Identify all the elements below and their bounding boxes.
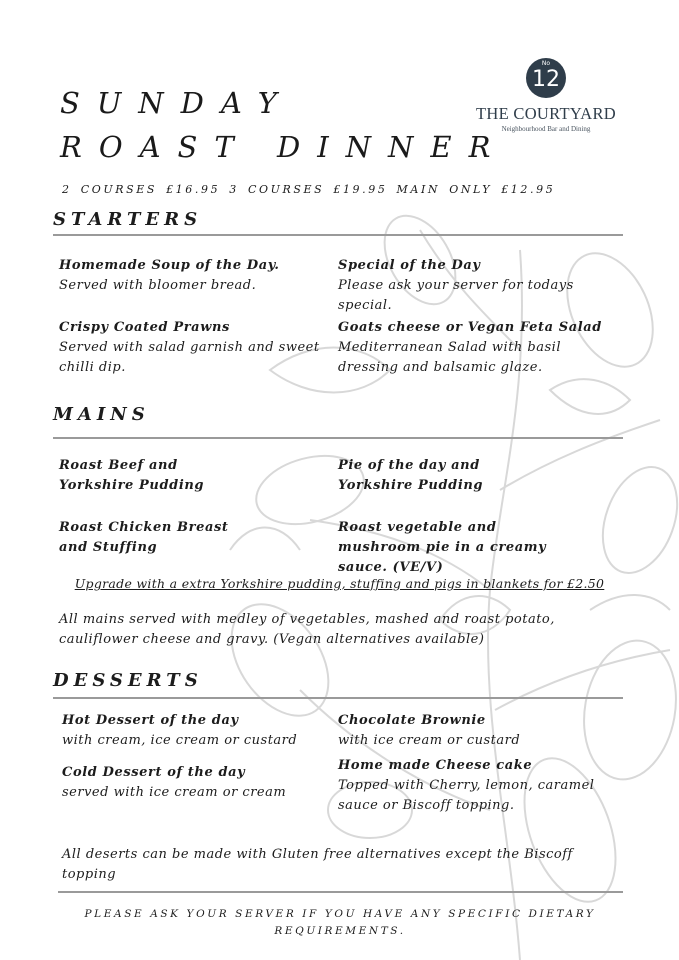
item-desc: Served with bloomer bread. bbox=[59, 278, 257, 293]
restaurant-logo bbox=[470, 58, 622, 133]
item-name: Pie of the day and Yorkshire Pudding bbox=[338, 458, 484, 493]
item-name: Crispy Coated Prawns bbox=[59, 320, 230, 335]
logo-number: 12 bbox=[532, 67, 560, 92]
logo-badge bbox=[526, 58, 566, 98]
main-item-pie bbox=[338, 456, 548, 496]
main-item-chicken bbox=[59, 518, 249, 558]
item-name: Homemade Soup of the Day. bbox=[59, 258, 280, 273]
desserts-divider bbox=[53, 697, 623, 699]
item-desc: Please ask your server for todays special. bbox=[338, 278, 574, 313]
desserts-note: All deserts can be made with Gluten free alternatives except the Biscoff topping bbox=[62, 847, 573, 882]
item-desc: Mediterranean Salad with basil dressing and balsamic glaze. bbox=[338, 340, 561, 375]
desserts-heading: DESSERTS bbox=[53, 670, 203, 691]
dietary-notice: PLEASE ASK YOUR SERVER IF YOU HAVE ANY SPECIFIC DIETARY REQUIREMENTS. bbox=[84, 908, 596, 937]
starter-item-prawns bbox=[59, 318, 339, 378]
item-name: Special of the Day bbox=[338, 258, 481, 273]
footer-divider bbox=[58, 891, 623, 893]
item-desc: Topped with Cherry, lemon, caramel sauce or Biscoff topping. bbox=[338, 778, 595, 813]
mains-note: All mains served with medley of vegetables, mashed and roast potato, cauliflower cheese and gravy. (Vegan alternatives available) bbox=[59, 612, 555, 647]
item-name: Roast Beef and Yorkshire Pudding bbox=[59, 458, 205, 493]
mains-heading: MAINS bbox=[53, 404, 150, 425]
mains-divider bbox=[53, 437, 623, 439]
upgrade-offer: Upgrade with a extra Yorkshire pudding, stuffing and pigs in blankets for £2.50 bbox=[74, 576, 605, 591]
item-name: Chocolate Brownie bbox=[338, 713, 486, 728]
item-name: Hot Dessert of the day bbox=[62, 713, 239, 728]
item-name: Home made Cheese cake bbox=[338, 758, 533, 773]
dessert-item-cold bbox=[62, 763, 342, 803]
title-line1: SUNDAY bbox=[60, 86, 294, 120]
item-name: Roast Chicken Breast and Stuffing bbox=[59, 520, 229, 555]
item-desc: with ice cream or custard bbox=[338, 733, 521, 748]
item-desc: served with ice cream or cream bbox=[62, 785, 287, 800]
item-name: Cold Dessert of the day bbox=[62, 765, 246, 780]
item-name: Goats cheese or Vegan Feta Salad bbox=[338, 320, 602, 335]
dessert-item-brownie bbox=[338, 711, 618, 751]
item-desc: with cream, ice cream or custard bbox=[62, 733, 298, 748]
logo-tagline: Neighbourhood Bar and Dining bbox=[501, 125, 591, 133]
starter-item-salad bbox=[338, 318, 618, 378]
dessert-item-hot bbox=[62, 711, 342, 751]
logo-name: THE COURTYARD bbox=[476, 104, 616, 123]
starter-item-soup bbox=[59, 256, 339, 296]
starter-item-special bbox=[338, 256, 618, 316]
course-prices: 2 COURSES £16.95 3 COURSES £19.95 MAIN ONLY £12.95 bbox=[62, 183, 556, 196]
starters-divider bbox=[53, 234, 623, 236]
logo-no: No bbox=[541, 60, 551, 67]
item-desc: Served with salad garnish and sweet chilli dip. bbox=[59, 340, 320, 375]
title-line2: ROAST DINNER bbox=[60, 130, 508, 164]
starters-heading: STARTERS bbox=[53, 209, 203, 230]
item-name: Roast vegetable and mushroom pie in a creamy sauce. (VE/V) bbox=[338, 520, 547, 575]
main-item-vegetable-pie bbox=[338, 518, 558, 578]
dessert-item-cheesecake bbox=[338, 756, 628, 816]
main-item-beef bbox=[59, 456, 249, 496]
